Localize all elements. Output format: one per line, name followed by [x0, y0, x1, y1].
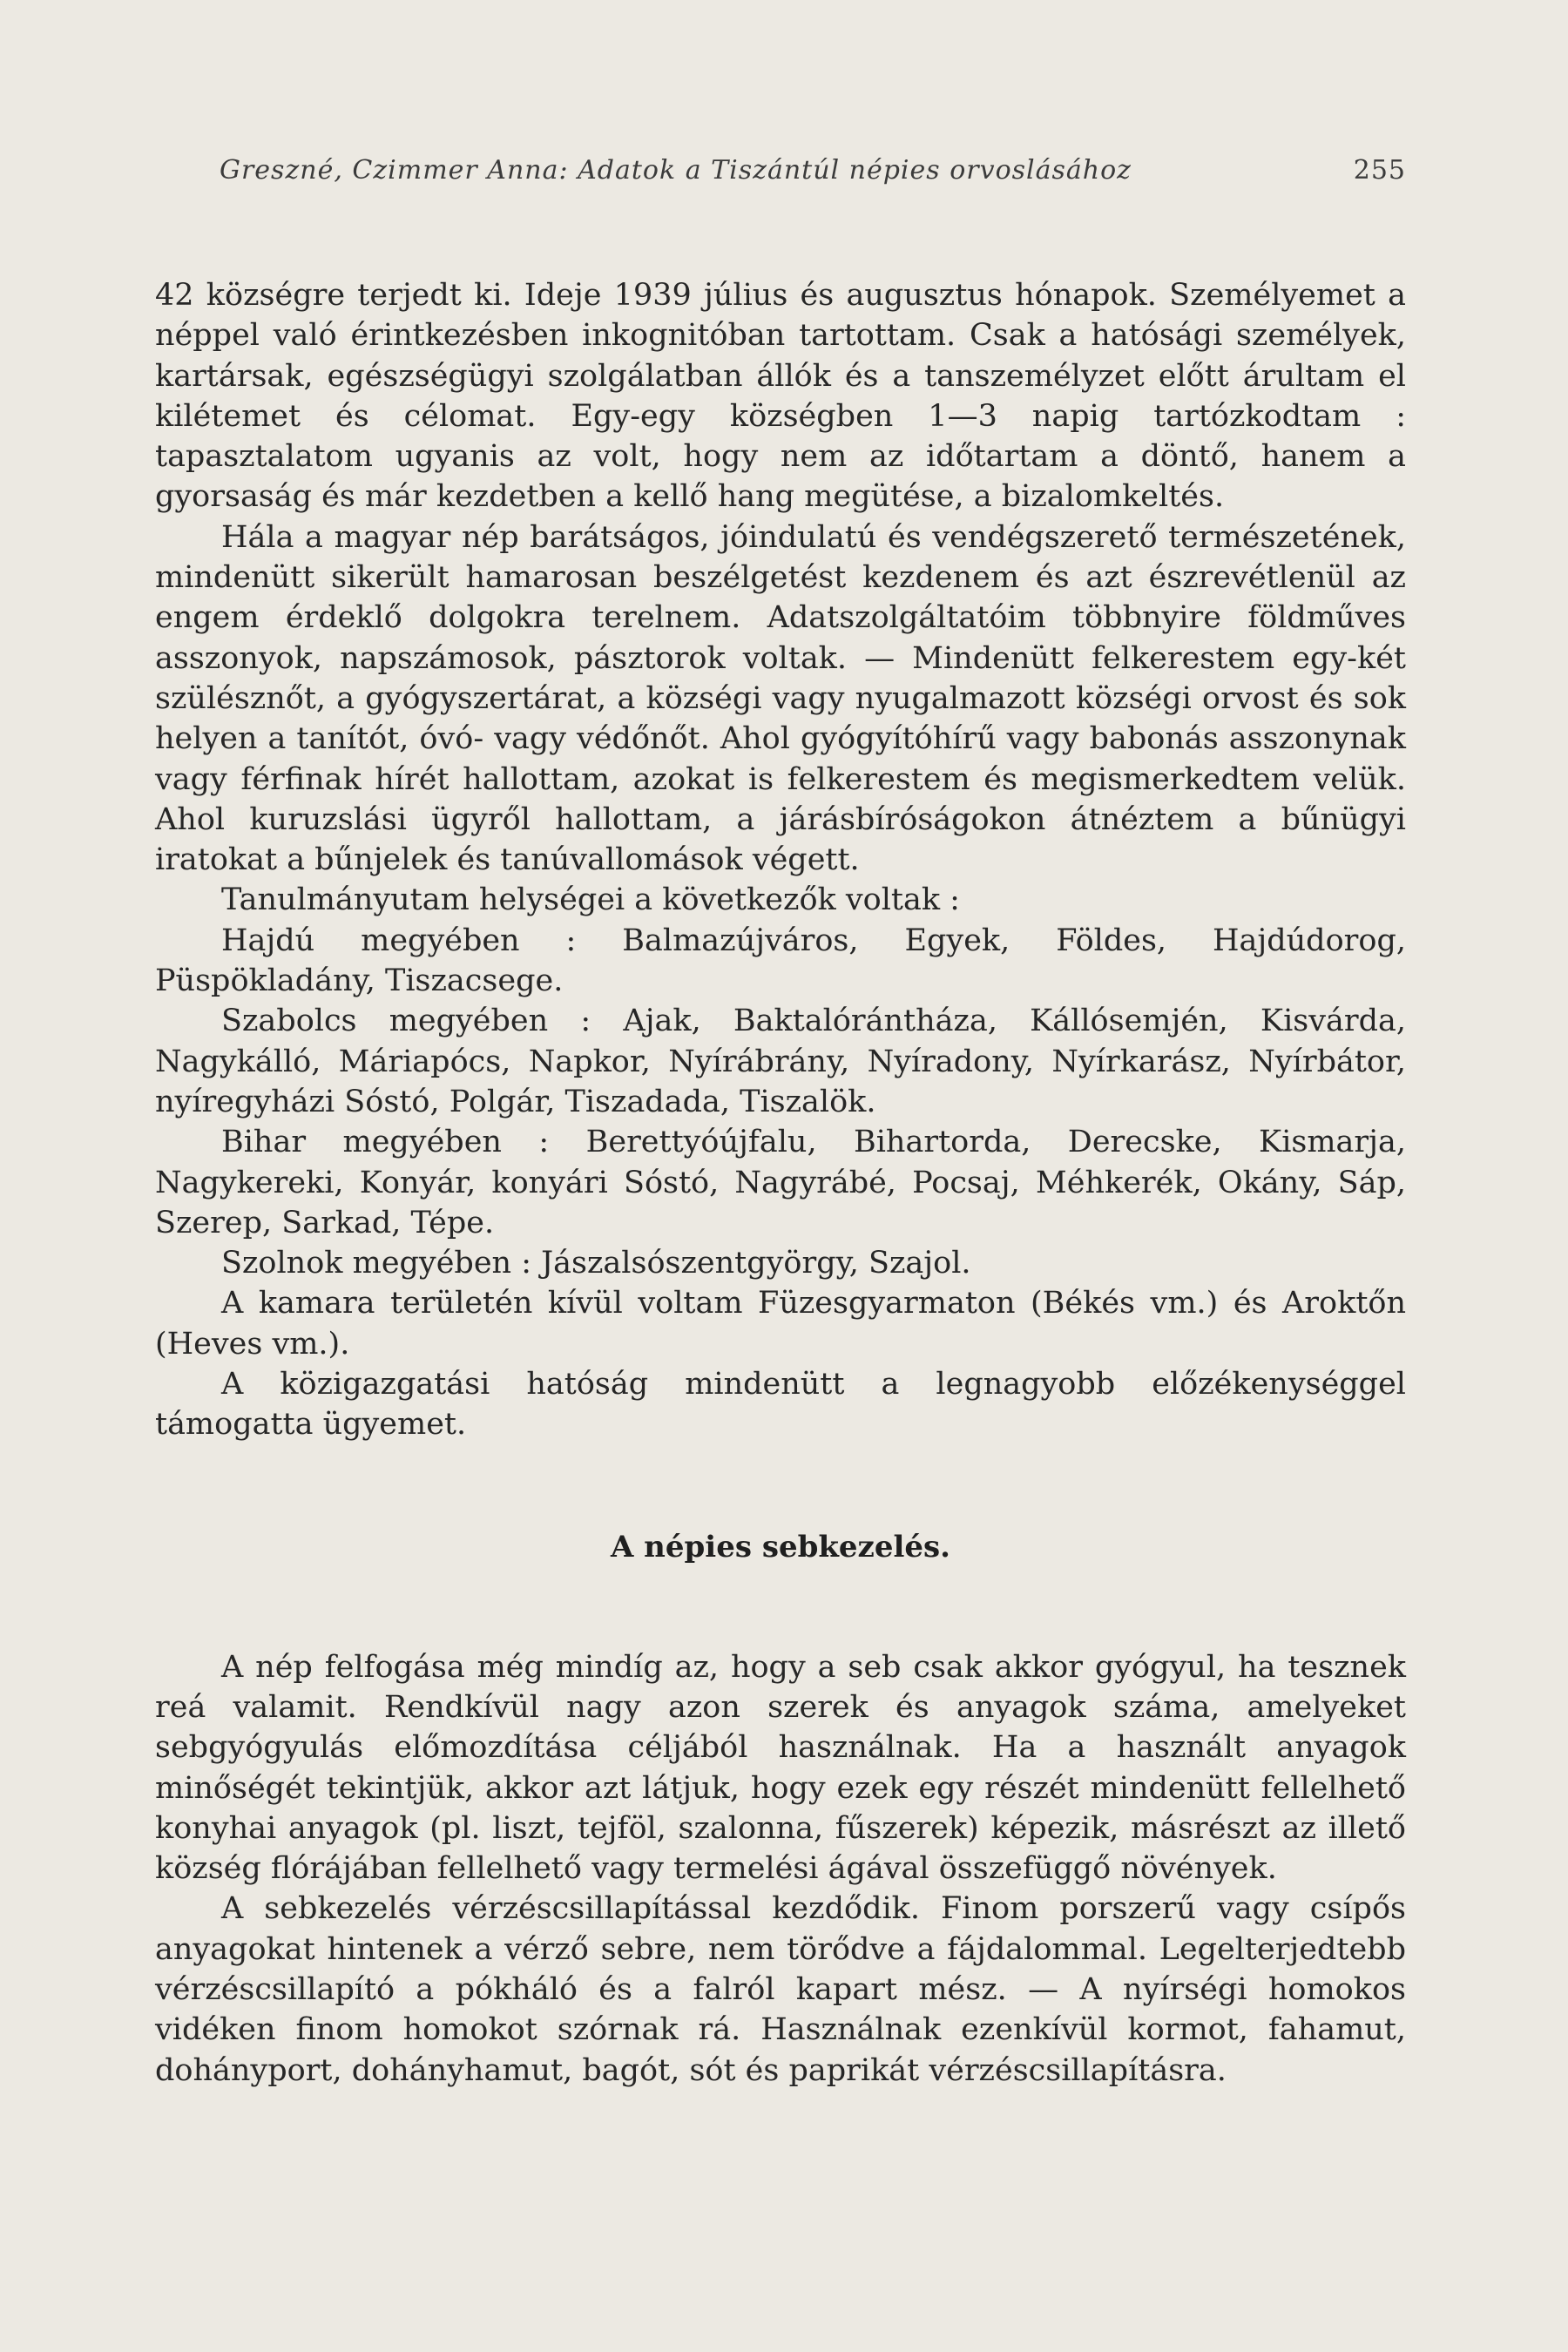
- location-list-bihar: Bihar megyében : Berettyóújfalu, Bihartorda, Derecske, Kismarja, Nagykereki, Konyár, konyári Sóstó, Nagyrábé, Pocsaj, Méhkerék, Okány, Sáp, Szerep, Sarkad, Tépe.: [155, 1125, 1406, 1240]
- location-list-hajdu: Hajdú megyében : Balmazújváros, Egyek, Földes, Hajdúdorog, Püspökladány, Tiszacsege.: [155, 923, 1406, 999]
- location-list-szolnok: Szolnok megyében : Jászalsószentgyörgy, Szajol.: [221, 1246, 971, 1281]
- paragraph: A közigazgatási hatóság mindenütt a legnagyobb előzékenységgel támogatta ügyemet.: [155, 1367, 1406, 1443]
- running-header: [220, 155, 1406, 193]
- paragraph: A nép felfogása még mindíg az, hogy a seb csak akkor gyógyul, ha tesznek reá valamit. Rendkívül nagy azon szerek és anyagok száma, amelyeket sebgyógyulás előmozdítása céljából használnak. Ha a használt anyagok minőségét tekintjük, akkor azt látjuk, hogy ezek egy részét mindenütt fellelhető konyhai anyagok (pl. liszt, tejföl, szalonna, fűszerek) képezik, másrészt az illető község flórájában fellelhető vagy termelési ágával összefüggő növények.: [155, 1649, 1406, 1887]
- paragraph: Tanulmányutam helységei a következők voltak :: [221, 882, 960, 918]
- location-list-szabolcs: Szabolcs megyében : Ajak, Baktalórántháza, Kállósemjén, Kisvárda, Nagykálló, Máriapócs, Napkor, Nyírábrány, Nyíradony, Nyírkarász, Nyírbátor, nyíregyházi Sóstó, Polgár, Tiszadada, Tiszalök.: [155, 1004, 1406, 1119]
- page-number: 255: [1353, 155, 1406, 186]
- paragraph: 42 községre terjedt ki. Ideje 1939 július és augusztus hónapok. Személyemet a néppel való érintkezésben inkognitóban tartottam. Csak a hatósági személyek, kartársak, egészségügyi szolgálatban állók és a tanszemélyzet előtt árultam el kilétemet és célomat. Egy-egy községben 1—3 napig tartózkodtam : tapasztalatom ugyanis az volt, hogy nem az időtartam a döntő, hanem a gyorsaság és már kezdetben a kellő hang megütése, a bizalomkeltés.: [155, 278, 1406, 515]
- paragraph: A sebkezelés vérzéscsillapítással kezdődik. Finom porszerű vagy csípős anyagokat hintenek a vérző sebre, nem törődve a fájdalommal. Legelterjedtebb vérzéscsillapító a pókháló és a falról kapart mész. — A nyírségi homokos vidéken finom homokot szórnak rá. Használnak ezenkívül kormot, fahamut, dohányport, dohányhamut, bagót, sót és paprikát vérzéscsillapításra.: [155, 1891, 1406, 2088]
- paragraph: A kamara területén kívül voltam Füzesgyarmaton (Békés vm.) és Aroktőn (Heves vm.).: [155, 1286, 1406, 1362]
- body-text: [155, 275, 1406, 2091]
- running-header-title: Greszné, Czimmer Anna: Adatok a Tiszántúl népies orvoslásához: [220, 155, 1132, 186]
- paragraph: Hála a magyar nép barátságos, jóindulatú és vendégszerető természetének, mindenütt sikerült hamarosan beszélgetést kezdenem és azt észrevétlenül az engem érdeklő dolgokra terelnem. Adatszolgáltatóim többnyire földműves asszonyok, napszámosok, pásztorok voltak. — Mindenütt felkerestem egy-két szülésznőt, a gyógyszertárat, a községi vagy nyugalmazott községi orvost és sok helyen a tanítót, óvó- vagy védőnőt. Ahol gyógyítóhírű vagy babonás asszonynak vagy férfinak hírét hallottam, azokat is felkerestem és megismerkedtem velük. Ahol kuruzslási ügyről hallottam, a járásbíróságokon átnéztem a bűnügyi iratokat a bűnjelek és tanúvallomások végett.: [155, 519, 1406, 878]
- section-heading: A népies sebkezelés.: [610, 1529, 951, 1565]
